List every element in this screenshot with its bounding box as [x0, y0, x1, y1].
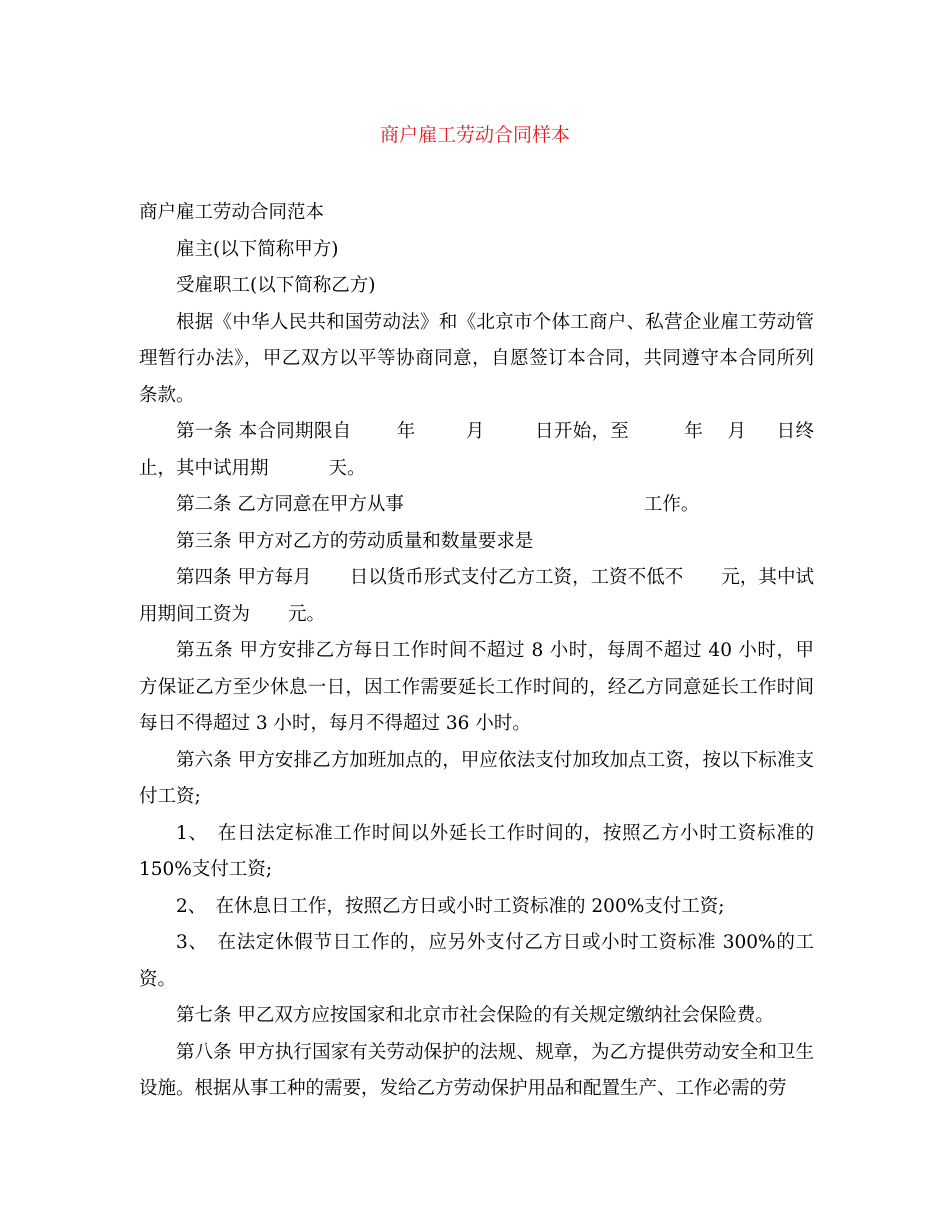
article-6: 第六条 甲方安排乙方加班加点的，甲应依法支付加玫加点工资，按以下标准支付工资;	[139, 749, 814, 807]
article-4-text-b: 日以货币形式支付乙方工资，工资不低不	[349, 567, 684, 588]
employee-line: 受雇职工(以下简称乙方)	[176, 275, 376, 296]
article-2	[139, 487, 814, 524]
article-2-text-a: 第二条 乙方同意在甲方从事	[176, 494, 404, 515]
document-body	[139, 195, 814, 1108]
document-subtitle: 商户雇工劳动合同范本	[139, 202, 325, 223]
article-1-text-h: 天。	[328, 457, 366, 479]
overtime-item-2: 2、 在休息日工作，按照乙方日或小时工资标准的 200%支付工资;	[176, 895, 725, 917]
article-3: 第三条 甲方对乙方的劳动质量和数量要求是	[176, 530, 534, 552]
article-2-text-b: 工作。	[643, 494, 700, 515]
article-1-text-e: 年	[684, 421, 704, 442]
article-1-text-b: 年	[396, 421, 416, 442]
preamble-paragraph: 根据《中华人民共和国劳动法》和《北京市个体工商户、私营企业雇工劳动管理暂行办法》，甲乙双方以平等协商同意，自愿签订本合同，共同遵守本合同所列条款。	[139, 311, 814, 406]
document-title: 商户雇工劳动合同样本	[379, 124, 570, 146]
article-1-text-a: 第一条 本合同期限自	[176, 421, 352, 442]
article-1-text-f: 月	[727, 421, 747, 442]
article-8: 第八条 甲方执行国家有关劳动保护的法规、规章，为乙方提供劳动安全和卫生设施。根据从事工种的需要，发给乙方劳动保护用品和配置生产、工作必需的劳	[139, 1041, 814, 1099]
article-5: 第五条 甲方安排乙方每日工作时间不超过 8 小时，每周不超过 40 小时，甲方保证乙方至少休息一日，因工作需要延长工作时间的，经乙方同意延长工作时间每日不得超过 3 小时，每月不得超过 36 小时。	[139, 640, 814, 734]
article-1-text-d: 日开始，至	[534, 421, 630, 442]
article-1	[139, 414, 814, 487]
overtime-item-3: 3、 在法定休假节日工作的，应另外支付乙方日或小时工资标准 300%的工资。	[139, 932, 814, 990]
article-4	[139, 560, 814, 633]
article-1-text-c: 月	[465, 421, 485, 442]
article-1-text-g: 日终止，其中试用期	[139, 421, 814, 479]
employer-line: 雇主(以下简称甲方)	[176, 238, 339, 260]
article-4-text-c: 元，其中试用期间工资为	[139, 567, 814, 625]
article-4-text-d: 元。	[288, 603, 326, 625]
overtime-item-1: 1、 在日法定标准工作时间以外延长工作时间的，按照乙方小时工资标准的 150%支付工资;	[139, 822, 814, 880]
article-7: 第七条 甲乙双方应按国家和北京市社会保险的有关规定缴纳社会保险费。	[176, 1005, 774, 1026]
article-4-text-a: 第四条 甲方每月	[176, 567, 312, 588]
